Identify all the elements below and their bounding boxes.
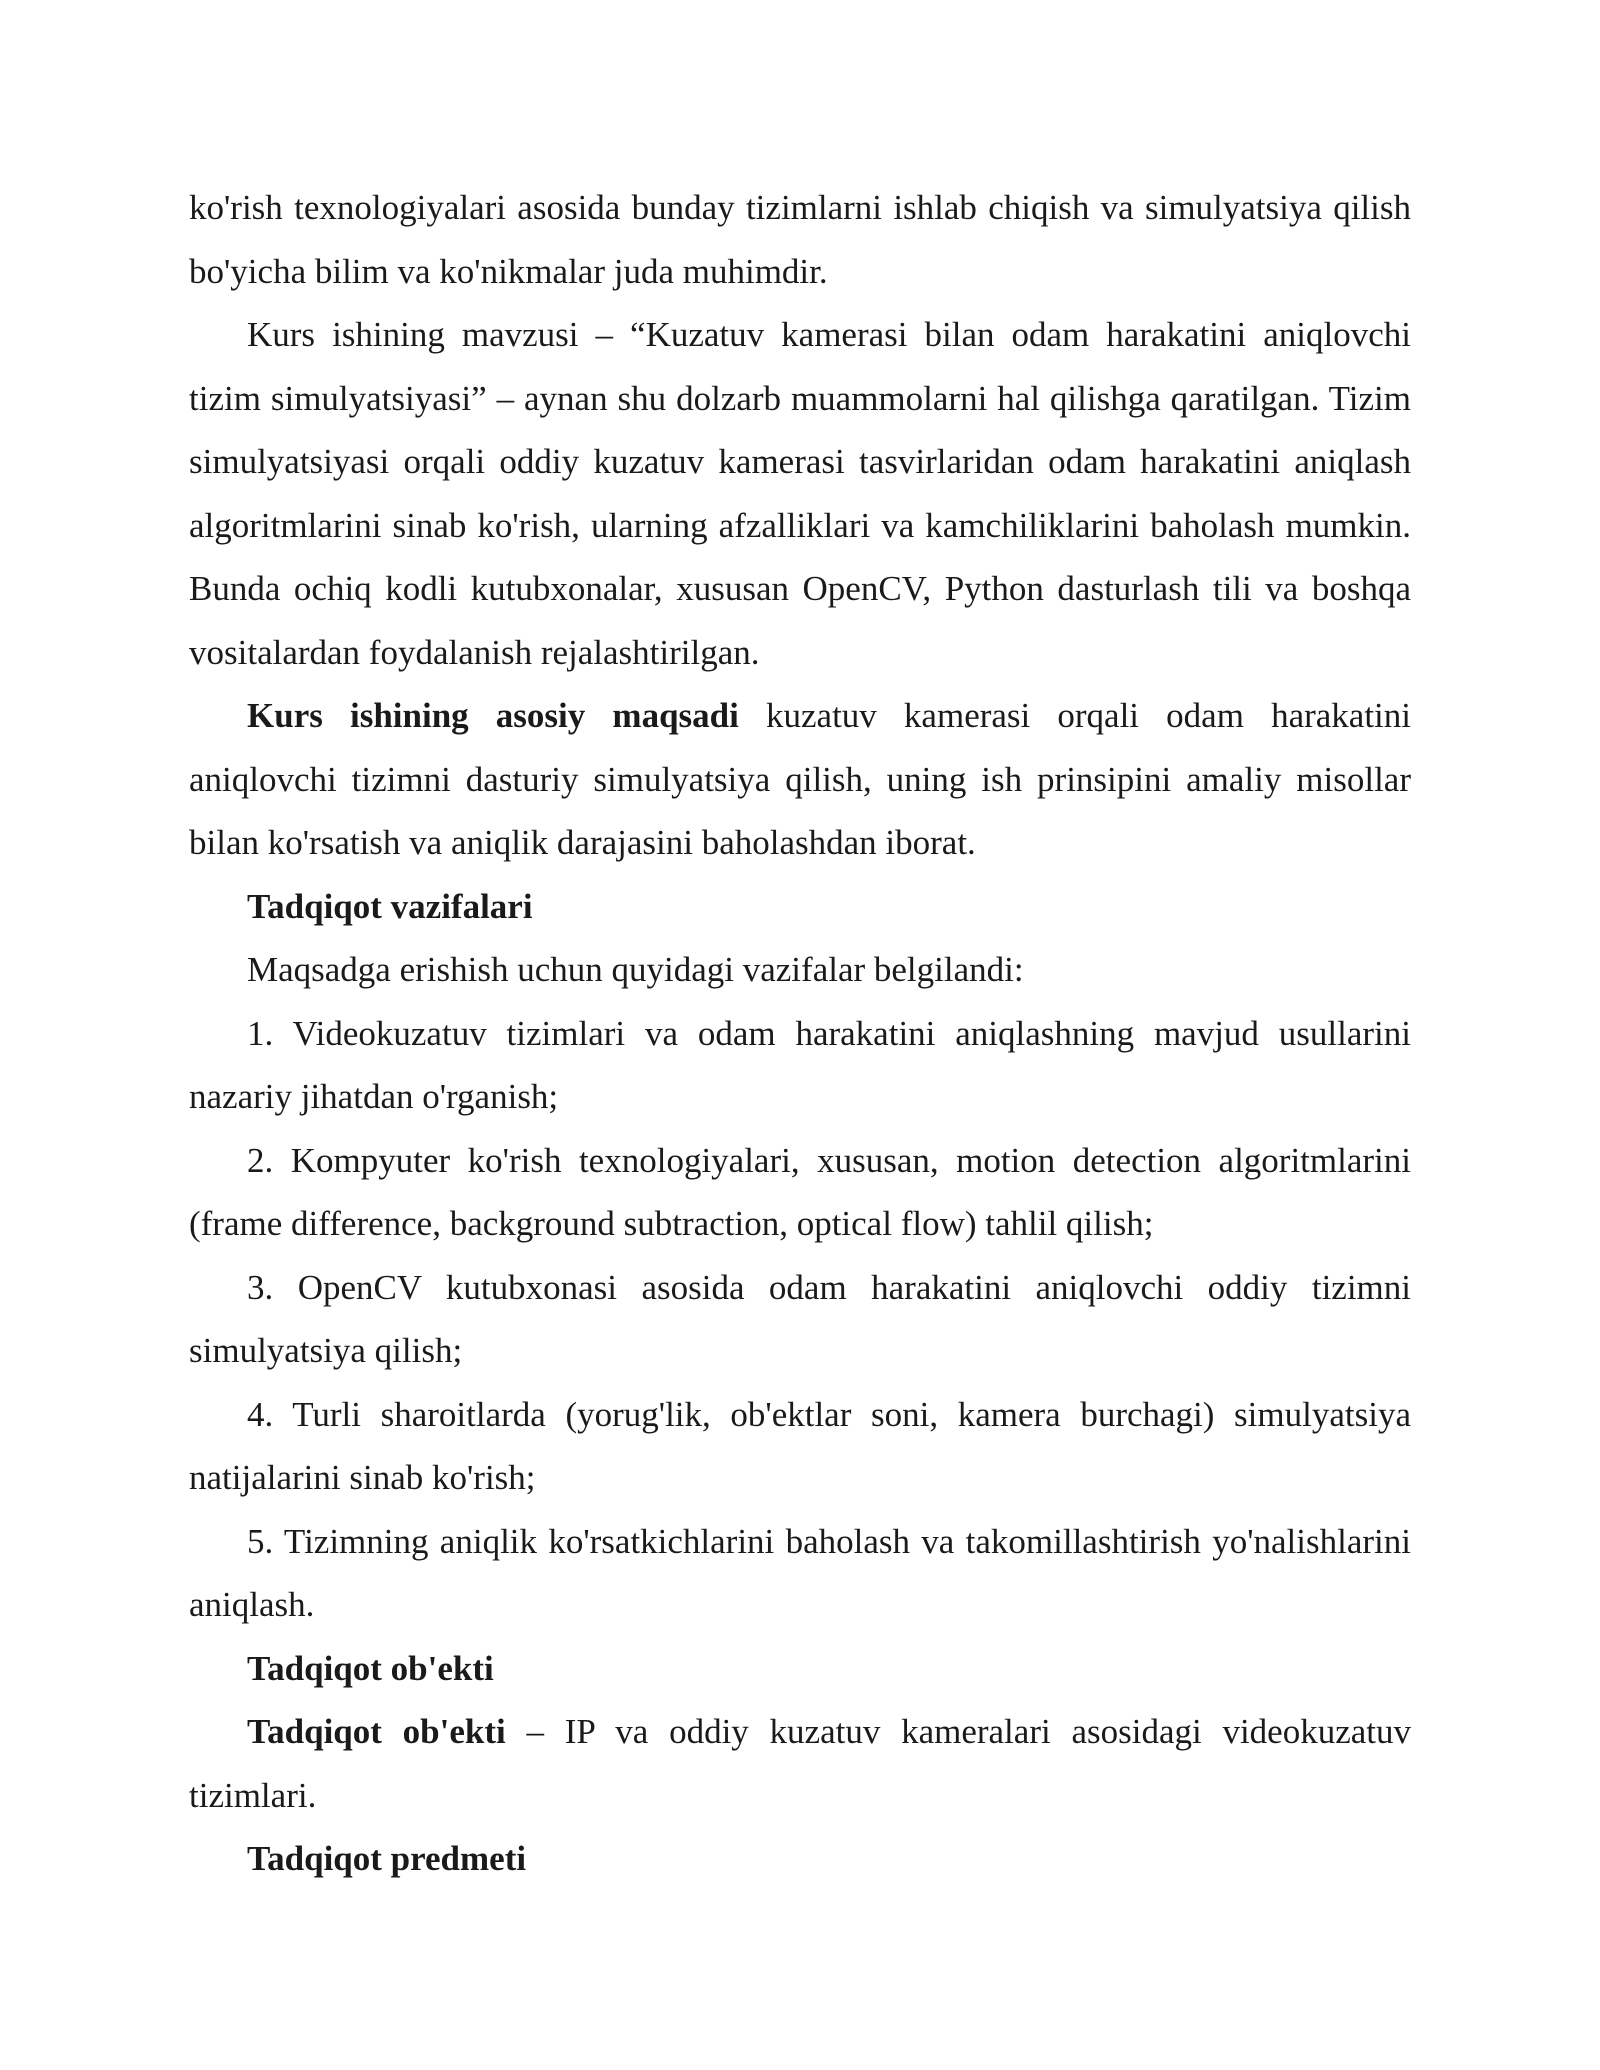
document-page xyxy=(189,176,1411,1891)
paragraph-intro-continuation: ko'rish texnologiyalari asosida bunday tizimlarni ishlab chiqish va simulyatsiya qilish bo'yicha bilim va ko'nikmalar juda muhimdir. xyxy=(189,188,1411,291)
paragraph-course-topic: Kurs ishining mavzusi – “Kuzatuv kamerasi bilan odam harakatini aniqlovchi tizim simulyatsiyasi” – aynan shu dolzarb muammolarni hal qilishga qaratilgan. Tizim simulyatsiyasi orqali oddiy kuzatuv kamerasi tasvirlaridan odam harakatini aniqlash algoritmlarini sinab ko'rish, ularning afzalliklari va kamchiliklarini baholash mumkin. Bunda ochiq kodli kutubxonalar, xususan OpenCV, Python dasturlash tili va boshqa vositalardan foydalanish rejalashtirilgan. xyxy=(189,315,1411,672)
paragraph-main-goal xyxy=(189,684,1411,875)
main-goal-text: kuzatuv kamerasi orqali odam harakatini aniqlovchi tizimni dasturiy simulyatsiya qilish, uning ish prinsipini amaliy misollar bilan ko'rsatish va aniqlik darajasini baholashdan iborat. xyxy=(189,696,1412,862)
heading-research-tasks: Tadqiqot vazifalari xyxy=(247,886,533,926)
task-item-2: 2. Kompyuter ko'rish texnologiyalari, xususan, motion detection algoritmlarini (frame difference, background subtraction, optical flow) tahlil qilish; xyxy=(189,1140,1411,1243)
paragraph-tasks-intro: Maqsadga erishish uchun quyidagi vazifalar belgilandi: xyxy=(247,950,1024,989)
research-object-text: – IP va oddiy kuzatuv kameralari asosidagi videokuzatuv tizimlari. xyxy=(189,1712,1411,1815)
task-item-1: 1. Videokuzatuv tizimlari va odam harakatini aniqlashning mavjud usullarini nazariy jihatdan o'rganish; xyxy=(189,1013,1411,1116)
task-item-4: 4. Turli sharoitlarda (yorug'lik, ob'ektlar soni, kamera burchagi) simulyatsiya natijalarini sinab ko'rish; xyxy=(189,1394,1411,1497)
heading-research-subject: Tadqiqot predmeti xyxy=(247,1839,527,1878)
task-item-5: 5. Tizimning aniqlik ko'rsatkichlarini baholash va takomillashtirish yo'nalishlarini aniqlash. xyxy=(189,1521,1411,1624)
paragraph-research-object xyxy=(189,1700,1411,1827)
heading-research-object: Tadqiqot ob'ekti xyxy=(247,1648,494,1688)
research-object-term: Tadqiqot ob'ekti xyxy=(247,1712,506,1751)
task-item-3: 3. OpenCV kutubxonasi asosida odam harakatini aniqlovchi oddiy tizimni simulyatsiya qilish; xyxy=(189,1267,1411,1370)
main-goal-term: Kurs ishining asosiy maqsadi xyxy=(247,696,739,735)
